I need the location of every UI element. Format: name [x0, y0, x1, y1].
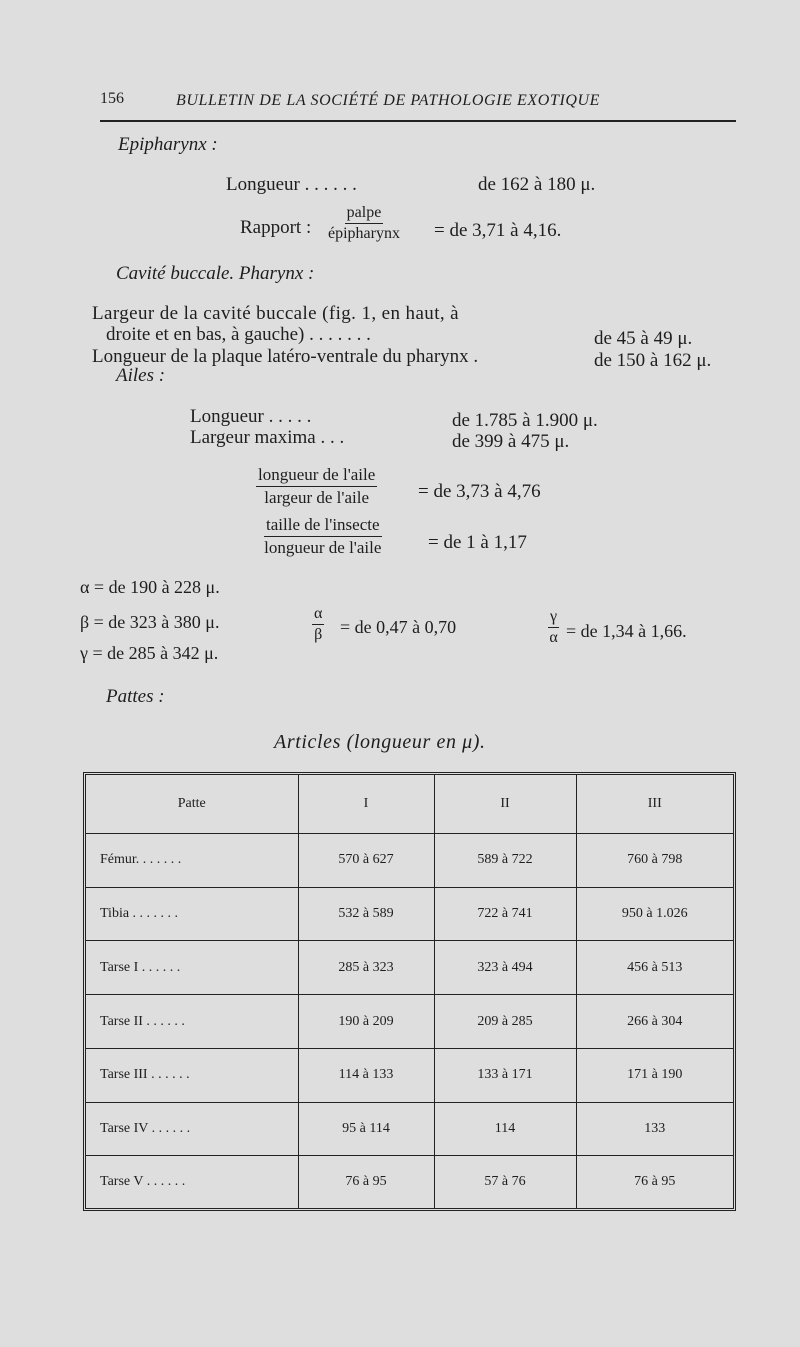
epipharynx-ratio-label: Rapport :	[240, 217, 312, 238]
wing-ratio1-fraction	[256, 465, 377, 507]
wing-ratio1-value: = de 3,73 à 4,76	[418, 481, 541, 502]
gamma-alpha-numerator: γ	[548, 608, 559, 628]
row-label: Tarse I . . . . . .	[86, 941, 298, 995]
epipharynx-heading: Epipharynx :	[118, 134, 218, 155]
cavite-width-line2: droite et en bas, à gauche) . . . . . . .	[106, 324, 371, 345]
cavite-width-value: de 45 à 49 μ.	[594, 328, 693, 349]
table-cell: 171 à 190	[576, 1048, 733, 1102]
wing-ratio2-denominator: longueur de l'aile	[264, 537, 382, 557]
alpha-beta-fraction	[312, 605, 324, 645]
ratio-numerator: palpe	[345, 204, 384, 224]
row-label: Tarse III . . . . . .	[86, 1048, 298, 1102]
gamma-measurement: γ = de 285 à 342 μ.	[80, 643, 219, 663]
alpha-beta-value: = de 0,47 à 0,70	[340, 617, 457, 637]
table-row	[86, 834, 733, 888]
pharynx-plate-line: Longueur de la plaque latéro-ventrale du pharynx .	[92, 346, 479, 367]
row-label: Tarse V . . . . . .	[100, 1174, 186, 1190]
gamma-alpha-denominator: α	[549, 629, 558, 647]
table-row	[86, 1102, 733, 1156]
table-cell: 114	[434, 1102, 576, 1156]
epipharynx-ratio-fraction	[328, 204, 400, 244]
ailes-heading: Ailes :	[116, 365, 166, 386]
table-cell: 114 à 133	[298, 1048, 434, 1102]
table-row	[86, 1048, 733, 1102]
row-label: Tibia . . . . . . .	[86, 887, 298, 941]
column-header: Patte	[86, 775, 298, 834]
pharynx-plate-value: de 150 à 162 μ.	[594, 350, 712, 371]
column-header: I	[298, 775, 434, 834]
column-header: III	[576, 775, 733, 834]
cavite-heading: Cavité buccale. Pharynx :	[116, 263, 315, 284]
table-cell: 456 à 513	[576, 941, 733, 995]
epipharynx-length-value: de 162 à 180 μ.	[478, 174, 596, 195]
table-row	[86, 995, 733, 1049]
table-row	[86, 941, 733, 995]
legs-table-grid	[86, 775, 733, 1208]
row-label: Tarse II . . . . . .	[86, 995, 298, 1049]
ailes-length-label: Longueur . . . . .	[190, 406, 312, 427]
table-cell: 760 à 798	[576, 834, 733, 888]
ailes-width-value: de 399 à 475 μ.	[452, 431, 570, 452]
table-cell: 266 à 304	[576, 995, 733, 1049]
gamma-alpha-value: = de 1,34 à 1,66.	[566, 621, 687, 641]
legs-table	[83, 772, 736, 1211]
table-cell: 589 à 722	[434, 834, 576, 888]
wing-ratio2-value: = de 1 à 1,17	[428, 532, 527, 553]
journal-title: BULLETIN DE LA SOCIÉTÉ DE PATHOLOGIE EXOTIQUE	[176, 92, 601, 109]
table-cell: 57 à 76	[434, 1156, 576, 1208]
page-number: 156	[100, 90, 124, 107]
alpha-beta-denominator: β	[314, 626, 323, 644]
ratio-denominator: épipharynx	[328, 225, 400, 243]
table-cell: 133	[576, 1102, 733, 1156]
table-cell: 76 à 95	[298, 1156, 434, 1208]
table-row	[86, 1156, 733, 1208]
table-cell: 133 à 171	[434, 1048, 576, 1102]
table-cell: 950 à 1.026	[576, 887, 733, 941]
row-label: Tarse IV . . . . . .	[86, 1102, 298, 1156]
table-cell: 209 à 285	[434, 995, 576, 1049]
beta-measurement: β = de 323 à 380 μ.	[80, 612, 220, 632]
alpha-measurement: α = de 190 à 228 μ.	[80, 577, 220, 597]
table-row	[86, 887, 733, 941]
gamma-alpha-fraction	[548, 608, 559, 648]
running-header	[100, 86, 736, 122]
wing-ratio2-fraction	[264, 515, 382, 557]
ailes-length-value: de 1.785 à 1.900 μ.	[452, 410, 598, 431]
wing-ratio1-numerator: longueur de l'aile	[256, 465, 377, 487]
table-cell: 95 à 114	[298, 1102, 434, 1156]
epipharynx-ratio-value: = de 3,71 à 4,16.	[434, 220, 562, 241]
table-cell: 570 à 627	[298, 834, 434, 888]
table-cell: 323 à 494	[434, 941, 576, 995]
cavite-width-line1: Largeur de la cavité buccale (fig. 1, en haut, à	[92, 303, 460, 324]
table-cell: 285 à 323	[298, 941, 434, 995]
table-cell: 76 à 95	[576, 1156, 733, 1208]
table-cell: 532 à 589	[298, 887, 434, 941]
ailes-width-label: Largeur maxima . . .	[190, 427, 345, 448]
table-cell: 190 à 209	[298, 995, 434, 1049]
table-caption: Articles (longueur en μ).	[274, 731, 486, 753]
wing-ratio2-numerator: taille de l'insecte	[264, 515, 382, 537]
column-header: II	[434, 775, 576, 834]
alpha-beta-numerator: α	[312, 605, 324, 625]
table-header-row	[86, 775, 733, 834]
pattes-heading: Pattes :	[106, 686, 165, 707]
epipharynx-length-label: Longueur . . . . . .	[226, 174, 357, 195]
row-label: Fémur. . . . . . .	[86, 834, 298, 888]
table-cell: 722 à 741	[434, 887, 576, 941]
wing-ratio1-denominator: largeur de l'aile	[264, 487, 369, 507]
